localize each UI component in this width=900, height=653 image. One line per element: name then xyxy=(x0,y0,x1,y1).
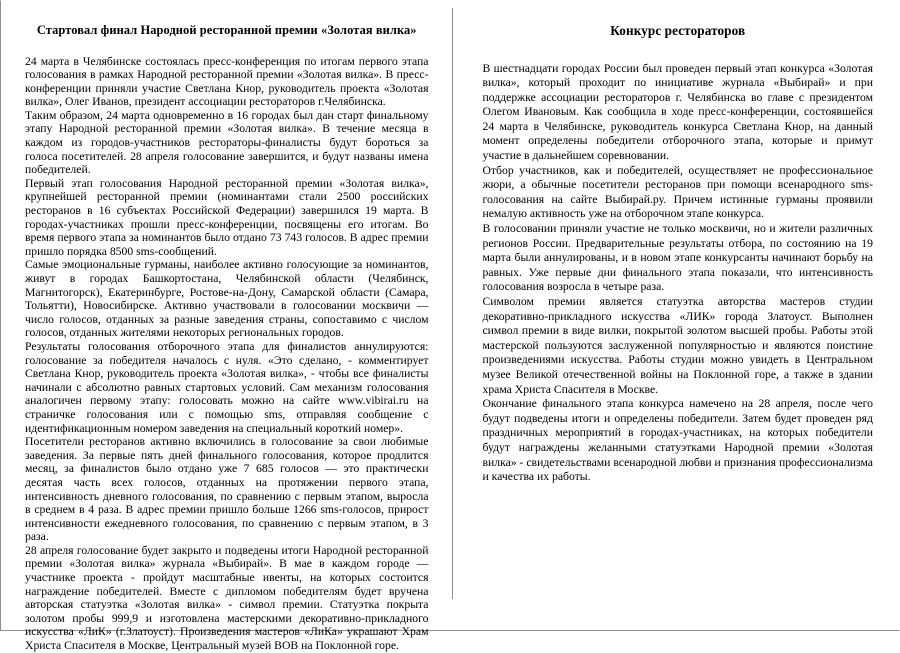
left-column xyxy=(1,1,452,653)
right-column-title: Конкурс рестораторов xyxy=(610,23,746,38)
right-column-body xyxy=(482,62,873,485)
paragraph: В шестнадцати городах России был проведен первый этап конкурса «Золотая вилка», который проходит по инициативе журнала «Выбирай» и при поддержке ассоциации рестораторов г. Челябинска во главе с президентом Олегом Ивановым. Как сообщила в ходе пресс-конференции, состоявшейся 24 марта в Челябинске, руководитель конкурса Светлана Кнор, на данный момент определены победители отборочного этапа, которые и примут участие в дальнейшем соревновании. xyxy=(482,61,873,163)
paragraph: Результаты голосования отборочного этапа для финалистов аннулируются: голосование за победителя началось с нуля. «Это сделано, - комментирует Светлана Кнор, руководитель проекта «Золотая вилка», - чтобы все финалисты начинали с абсолютно равных стартовых условий. Сам механизм голосования аналогичен первому этапу: голосовать можно на сайте www.vibirai.ru на страничке голосования или с помощью sms, отправляя сообщение с идентификационным номером заведения на специальный короткий номер». xyxy=(25,339,429,435)
paragraph: Посетители ресторанов активно включились в голосование за свои любимые заведения. За первые пять дней финального голосования, которое продлится месяц, за финалистов было отдано уже 7 685 голосов — это практически десятая часть всех голосов, отданных на протяжении первого этапа, интенсивность дневного голосования, по сравнению с первым этапом, выросла в среднем в 4 раза. В адрес премии пришло больше 1266 sms-голосов, прирост интенсивности ежедневного голосования, по сравнению с первым этапом, в 3 раза. xyxy=(25,435,429,544)
paragraph: В голосовании приняли участие не только москвичи, но и жители различных регионов России. Предварительные результаты отбора, по состоянию на 19 марта были аннулированы, и в новом этапе конкурсанты начинают борьбу на равных. Уже первые дни финального этапа показали, что интенсивность голосования возросла в четыре раза. xyxy=(482,222,873,294)
paragraph: Окончание финального этапа конкурса намечено на 28 апреля, после чего будут подведены итоги и определены победители. Затем будет проведен ряд праздничных мероприятий в городах-участниках, на которых победители будут награждены желанными статуэтками Народной премии «Золотая вилка» - свидетельствами всенародной любви и признания профессионализма и качества их работы. xyxy=(482,397,873,484)
paragraph: 24 марта в Челябинске состоялась пресс-конференция по итогам первого этапа голосования в рамках Народной ресторанной премии «Золотая вилка». В пресс-конференции приняли участие Светлана Кнор, руководитель проекта «Золотая вилка», Олег Иванов, президент ассоциации рестораторов г.Челябинска. xyxy=(25,54,429,109)
paragraph: Таким образом, 24 марта одновременно в 16 городах был дан старт финальному этапу Народной ресторанной премии «Золотая вилка». В течение месяца в каждом из городов-участников рестораторы-финалисты будут бороться за голоса посетителей. 28 апреля голосование завершится, и будут названы имена победителей. xyxy=(25,108,429,177)
paragraph: Отбор участников, как и победителей, осуществляет не профессиональное жюри, а обычные посетители ресторанов при помощи всенародного sms-голосования на сайте Выбирай.ру. Причем истинные гурманы проявили немалую активность уже на отборочном этапе конкурса. xyxy=(482,163,873,221)
right-column xyxy=(453,1,899,630)
left-column-title: Стартовал финал Народной ресторанной премии «Золотая вилка» xyxy=(36,23,417,37)
paragraph: Самые эмоциональные гурманы, наиболее активно голосующие за номинантов, живут в городах Башкортостана, Челябинской области (Челябинск, Магнитогорск), Екатеринбурге, Ростове-на-Дону, Самарской области (Самара, Тольятти), Новосибирске. Активно участвовали в голосовании москвичи — число голосов, отданных за разные заведения страны, сопоставимо с числом голосов, отданных жителями некоторых региональных городов. xyxy=(25,258,429,340)
paragraph: Символом премии является статуэтка авторства мастеров студии декоративно-прикладного искусства «ЛИК» города Златоуст. Выполнен символ премии в виде вилки, покрытой золотом высшей пробы. Работы этой мастерской пользуются заслуженной популярностью и являются поистине произведениями искусства. Работы студии можно увидеть в Центральном музее Великой отечественной войны на Поклонной горе, а также в здании храма Христа Спасителя в Москве. xyxy=(482,295,873,396)
left-column-body xyxy=(25,55,428,653)
paragraph: Первый этап голосования Народной ресторанной премии «Золотая вилка», крупнейшей ресторанной премии (номинантами стали 2500 российских ресторанов в 16 субъектах Российской Федерации) завершился 19 марта. В городах-участниках прошли пресс-конференции, посвящены его итогам. Во время первого этапа за номинантов было отдано 73 743 голосов. В адрес премии пришло порядка 8500 sms-сообщений. xyxy=(25,176,429,258)
paragraph: 28 апреля голосование будет закрыто и подведены итоги Народной ресторанной премии «Золотая вилка» журнала «Выбирай». В мае в каждом городе — участнике проекта - пройдут масштабные ивенты, на которых состоится награждение победителей. Вместе с дипломом победителям будет вручена авторская статуэтка «Золотая вилка» - символ премии. Статуэтка покрыта золотом пробы 999,9 и изготовлена мастерскими декоративно-прикладного искусства «ЛиК» (г.Златоуст). Произведения мастеров «ЛиКа» украшают Храм Христа Спасителя в Москве, Центральный музей ВОВ на Поклонной горе. xyxy=(25,543,429,653)
